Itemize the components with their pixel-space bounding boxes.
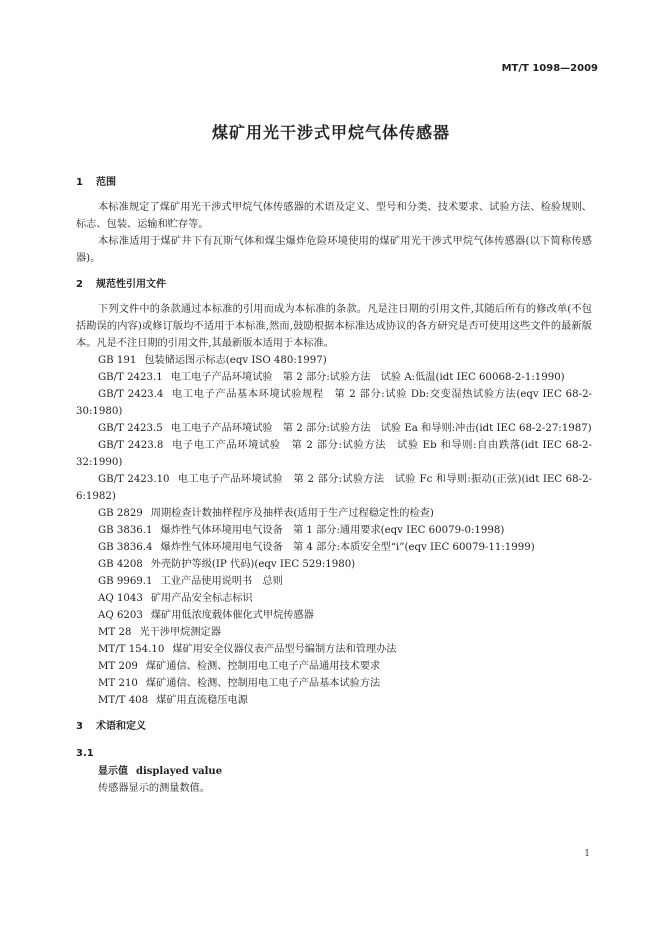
reference-item: MT 209 煤矿通信、检测、控制用电工电子产品通用技术要求 — [98, 661, 381, 672]
section-heading-terms — [76, 717, 592, 737]
reference-item: GB 3836.4 爆炸性气体环境用电气设备 第 4 部分:本质安全型“i”(eqv IEC 60079-11:1999) — [98, 542, 535, 553]
term-definition: 传感器显示的测量数值。 — [98, 783, 211, 794]
scope-paragraph-1: 本标准规定了煤矿用光干涉式甲烷气体传感器的术语及定义、型号和分类、技术要求、试验方法、检验规则、标志、包装、运输和贮存等。 — [76, 202, 592, 230]
references-intro: 下列文件中的条款通过本标准的引用而成为本标准的条款。凡是注日期的引用文件,其随后所有的修改单(不包括勘误的内容)或修订版均不适用于本标准,然而,鼓励根据本标准达成协议的各方研究是否可使用这些文件的最新版本。凡是不注日期的引用文件,其最新版本适用于本标准。 — [76, 304, 592, 349]
section-title: 术语和定义 — [96, 721, 146, 732]
reference-item: GB 3836.1 爆炸性气体环境用电气设备 第 1 部分:通用要求(eqv IEC 60079-0:1998) — [98, 525, 505, 536]
reference-item: GB 2829 周期检查计数抽样程序及抽样表(适用于生产过程稳定性的检查) — [98, 508, 434, 519]
term-name-en: displayed value — [136, 766, 223, 777]
reference-item: MT/T 408 煤矿用直流稳压电源 — [98, 695, 248, 706]
scope-paragraph-2: 本标准适用于煤矿井下有瓦斯气体和煤尘爆炸危险环境使用的煤矿用光干涉式甲烷气体传感器(以下简称传感器)。 — [76, 236, 592, 264]
reference-item: GB 9969.1 工业产品使用说明书 总则 — [98, 576, 283, 587]
section-heading-scope — [76, 173, 592, 193]
document-title: 煤矿用光干涉式甲烷气体传感器 — [211, 123, 450, 142]
reference-item: AQ 6203 煤矿用低浓度载体催化式甲烷传感器 — [98, 610, 314, 621]
reference-item: GB/T 2423.8 电子电工产品环境试验 第 2 部分:试验方法 试验 Eb 和导则:自由跌落(idt IEC 68-2-32:1990) — [76, 440, 592, 468]
reference-item: MT 210 煤矿通信、检测、控制用电工电子产品基本试验方法 — [98, 678, 381, 689]
document-body — [76, 173, 592, 797]
reference-item: GB 4208 外壳防护等级(IP 代码)(eqv IEC 529:1980) — [98, 559, 356, 570]
section-number: 2 — [76, 279, 83, 290]
section-title: 规范性引用文件 — [96, 279, 166, 290]
reference-item: AQ 1043 矿用产品安全标志标识 — [98, 593, 253, 604]
page-number: 1 — [584, 849, 590, 859]
reference-item: MT/T 154.10 煤矿用安全仪器仪表产品型号编制方法和管理办法 — [98, 644, 397, 655]
reference-item: GB/T 2423.1 电工电子产品环境试验 第 2 部分:试验方法 试验 A:低温(idt IEC 60068-2-1:1990) — [98, 372, 565, 383]
section-number: 3 — [76, 721, 83, 732]
term-number: 3.1 — [76, 748, 94, 759]
reference-item: GB 191 包装储运图示标志(eqv ISO 480:1997) — [98, 355, 327, 366]
section-title: 范围 — [96, 177, 116, 188]
reference-item: MT 28 光干涉甲烷测定器 — [98, 627, 221, 638]
term-name-cn: 显示值 — [98, 766, 128, 777]
reference-item: GB/T 2423.10 电工电子产品环境试验 第 2 部分:试验方法 试验 Fc 和导则:振动(正弦)(idt IEC 68-2-6:1982) — [76, 474, 592, 502]
reference-item: GB/T 2423.4 电工电子产品基本环境试验规程 第 2 部分:试验 Db:交变湿热试验方法(eqv IEC 68-2-30:1980) — [76, 389, 592, 417]
standard-code: MT/T 1098—2009 — [501, 63, 598, 74]
reference-item: GB/T 2423.5 电工电子产品环境试验 第 2 部分:试验方法 试验 Ea 和导则:冲击(idt IEC 68-2-27:1987) — [98, 423, 592, 434]
reference-list — [76, 352, 592, 709]
section-number: 1 — [76, 177, 83, 188]
term-name — [76, 763, 592, 780]
section-heading-normative-references — [76, 275, 592, 295]
